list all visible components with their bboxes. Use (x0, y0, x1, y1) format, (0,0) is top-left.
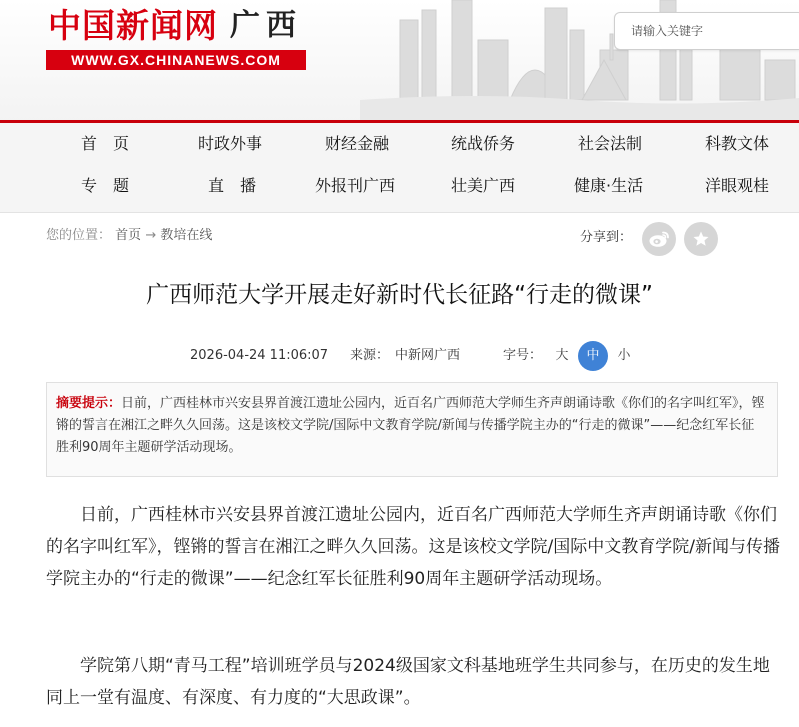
fontsize-small-button[interactable]: 小 (617, 348, 631, 363)
share-label: 分享到： (580, 230, 633, 245)
article-datetime: 2026-04-24 11:06:07 (190, 348, 329, 363)
article-summary (46, 382, 778, 477)
main-nav (0, 123, 799, 213)
breadcrumb-prefix: 您的位置： (46, 228, 112, 243)
favorite-share-button[interactable] (684, 222, 718, 256)
nav-item-topics[interactable]: 专 题 (81, 176, 130, 195)
article-source: 中新网广西 (395, 348, 461, 363)
fontsize-label: 字号： (503, 348, 543, 363)
summary-label: 摘要提示： (56, 396, 122, 411)
nav-item-home[interactable]: 首 页 (81, 134, 130, 153)
nav-item-foreign-view[interactable]: 洋眼观桂 (705, 176, 770, 195)
site-header (0, 0, 799, 122)
site-logo[interactable]: 中国新闻网 (48, 6, 218, 45)
breadcrumb-arrow: → (145, 228, 157, 243)
article-paragraph: 日前，广西桂林市兴安县界首渡江遗址公园内，近百名广西师范大学师生齐声朗诵诗歌《你们的名字叫红军》，铿锵的誓言在湘江之畔久久回荡。这是该校文学院/国际中文教育学院/新闻与传播学院主办的“行走的微课”——纪念红军长征胜利90周年主题研学活动现场。 (46, 505, 780, 589)
weibo-share-button[interactable] (642, 222, 676, 256)
site-url-banner: WWW.GX.CHINANEWS.COM (46, 50, 306, 70)
nav-item-politics[interactable]: 时政外事 (198, 134, 263, 153)
nav-item-education-culture[interactable]: 科教文体 (705, 134, 770, 153)
nav-item-finance[interactable]: 财经金融 (325, 134, 390, 153)
nav-item-society-law[interactable]: 社会法制 (578, 134, 643, 153)
article-paragraph: 学院第八期“青马工程”培训班学员与2024级国家文科基地班学生共同参与，在历史的发生地同上一堂有温度、有深度、有力度的“大思政课”。 (46, 656, 770, 708)
search-box[interactable] (614, 12, 799, 50)
search-input[interactable] (631, 13, 799, 49)
weibo-icon (648, 230, 670, 248)
fontsize-large-button[interactable]: 大 (555, 348, 569, 363)
breadcrumb (46, 227, 212, 245)
nav-item-live[interactable]: 直 播 (208, 176, 257, 195)
nav-item-foreign-press[interactable]: 外报刊广西 (315, 176, 396, 195)
region-name: 广西 (230, 8, 302, 43)
star-icon (692, 230, 710, 248)
breadcrumb-home-link[interactable]: 首页 (115, 228, 142, 243)
breadcrumb-section-link[interactable]: 教培在线 (160, 228, 213, 243)
fontsize-medium-button[interactable]: 中 (578, 341, 608, 371)
summary-text: 日前，广西桂林市兴安县界首渡江遗址公园内，近百名广西师范大学师生齐声朗诵诗歌《你们的名字叫红军》，铿锵的誓言在湘江之畔久久回荡。这是该校文学院/国际中文教育学院/新闻与传播学院主办的“行走的微课”——纪念红军长征胜利90周年主题研学活动现场。 (56, 396, 765, 455)
nav-item-health-life[interactable]: 健康·生活 (574, 176, 644, 195)
article-title: 广西师范大学开展走好新时代长征路“行走的微课” (146, 282, 653, 308)
source-label: 来源： (350, 348, 390, 363)
nav-item-united-front[interactable]: 统战侨务 (451, 134, 516, 153)
nav-item-beautiful-guangxi[interactable]: 壮美广西 (451, 176, 516, 195)
